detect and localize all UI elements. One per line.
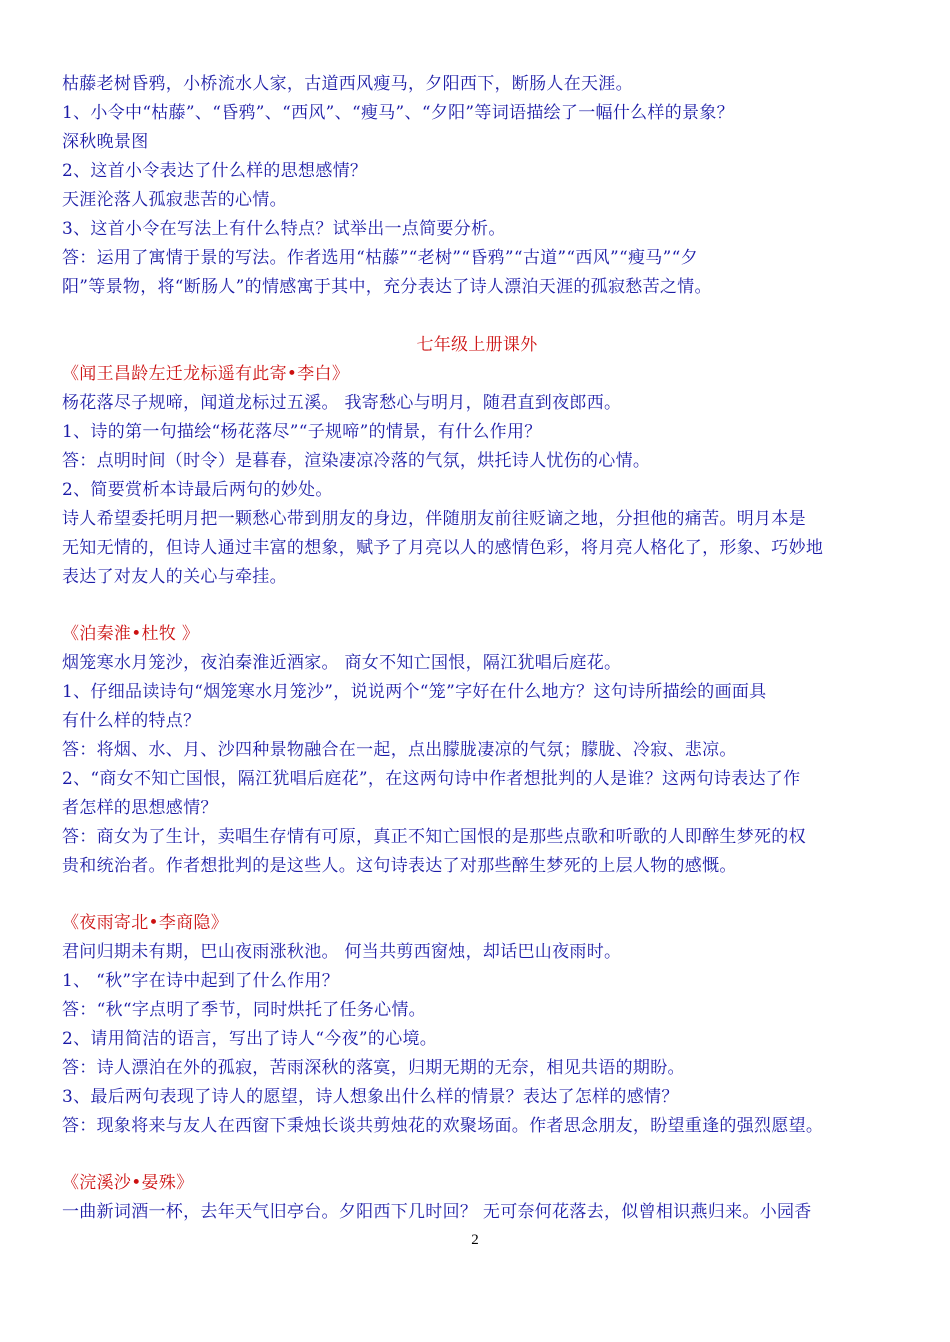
poem-1-answer-2-line-3: 表达了对友人的关心与牵挂。 [62,567,287,587]
poem-1-question-1: 1、诗的第一句描绘“杨花落尽”“子规啼”的情景，有什么作用？ [62,422,542,442]
poem-2-question-2-line-1: 2、“商女不知亡国恨，隔江犹唱后庭花”，在这两句诗中作者想批判的人是谁？这两句诗表达了作 [62,769,801,789]
poem-3-question-2: 2、请用简洁的语言，写出了诗人“今夜”的心境。 [62,1029,438,1049]
poem-3-question-3: 3、最后两句表现了诗人的愿望，诗人想象出什么样的情景？表达了怎样的感情？ [62,1087,679,1107]
poem-2-text: 烟笼寒水月笼沙，夜泊秦淮近酒家。 商女不知亡国恨，隔江犹唱后庭花。 [62,653,622,673]
poem-2-answer-1: 答：将烟、水、月、沙四种景物融合在一起，点出朦胧凄凉的气氛；朦胧、冷寂、悲凉。 [62,740,737,760]
poem-2-question-2-line-2: 者怎样的思想感情？ [62,798,218,818]
poem-3-answer-3: 答：现象将来与友人在西窗下秉烛长谈共剪烛花的欢聚场面。作者思念朋友，盼望重逢的强烈愿望。 [62,1116,824,1136]
poem-3-text: 君问归期未有期，巴山夜雨涨秋池。 何当共剪西窗烛，却话巴山夜雨时。 [62,942,622,962]
poem-1-answer-2-line-2: 无知无情的，但诗人通过丰富的想象，赋予了月亮以人的感情色彩，将月亮人格化了，形象、巧妙地 [62,538,824,558]
poem-1-answer-1: 答：点明时间（时令）是暮春，渲染凄凉冷落的气氛，烘托诗人忧伤的心情。 [62,451,651,471]
intro-question-2: 2、这首小令表达了什么样的思想感情？ [62,161,368,181]
poem-4-title: 《浣溪沙•晏殊》 [62,1173,194,1193]
poem-1-question-2: 2、简要赏析本诗最后两句的妙处。 [62,480,333,500]
intro-question-3: 3、这首小令在写法上有什么特点？试举出一点简要分析。 [62,219,506,239]
intro-answer-2: 天涯沦落人孤寂悲苦的心情。 [62,190,287,210]
page-number: 2 [471,1232,479,1248]
poem-1-answer-2-line-1: 诗人希望委托明月把一颗愁心带到朋友的身边，伴随朋友前往贬谪之地，分担他的痛苦。明月本是 [62,509,806,529]
poem-2-question-1-line-2: 有什么样的特点？ [62,711,201,731]
intro-poem: 枯藤老树昏鸦，小桥流水人家，古道西风瘦马，夕阳西下，断肠人在天涯。 [62,74,633,94]
intro-answer-3-line-2: 阳”等景物，将“断肠人”的情感寓于其中，充分表达了诗人漂泊天涯的孤寂愁苦之情。 [62,277,712,297]
document-body [62,70,892,1227]
section-heading: 七年级上册课外 [416,335,538,355]
poem-3-answer-2: 答：诗人漂泊在外的孤寂，苦雨深秋的落寞，归期无期的无奈，相见共语的期盼。 [62,1058,685,1078]
intro-answer-3-line-1: 答：运用了寓情于景的写法。作者选用“枯藤”“老树”“昏鸦”“古道”“西风”“瘦马”“夕 [62,248,698,268]
poem-2-question-1-line-1: 1、仔细品读诗句“烟笼寒水月笼沙”，说说两个“笼”字好在什么地方？这句诗所描绘的画面具 [62,682,767,702]
poem-3-answer-1: 答：“秋“字点明了季节，同时烘托了任务心情。 [62,1000,426,1020]
intro-question-1: 1、小令中“枯藤”、“昏鸦”、“西风”、“瘦马”、“夕阳”等词语描绘了一幅什么样的景象？ [62,103,734,123]
poem-1-text: 杨花落尽子规啼，闻道龙标过五溪。 我寄愁心与明月，随君直到夜郎西。 [62,393,622,413]
poem-4-text: 一曲新词酒一杯，去年天气旧亭台。夕阳西下几时回？ 无可奈何花落去，似曾相识燕归来。小园香 [62,1202,812,1222]
poem-2-answer-2-line-2: 贵和统治者。作者想批判的是这些人。这句诗表达了对那些醉生梦死的上层人物的感慨。 [62,856,737,876]
intro-answer-1: 深秋晚景图 [62,132,149,152]
poem-2-title: 《泊秦淮•杜牧 》 [62,624,200,644]
poem-3-title: 《夜雨寄北•李商隐》 [62,913,229,933]
poem-3-question-1: 1、 “秋”字在诗中起到了什么作用？ [62,971,340,991]
poem-1-title: 《闻王昌龄左迁龙标遥有此寄•李白》 [62,364,350,384]
poem-2-answer-2-line-1: 答：商女为了生计，卖唱生存情有可原，真正不知亡国恨的是那些点歌和听歌的人即醉生梦死的权 [62,827,806,847]
